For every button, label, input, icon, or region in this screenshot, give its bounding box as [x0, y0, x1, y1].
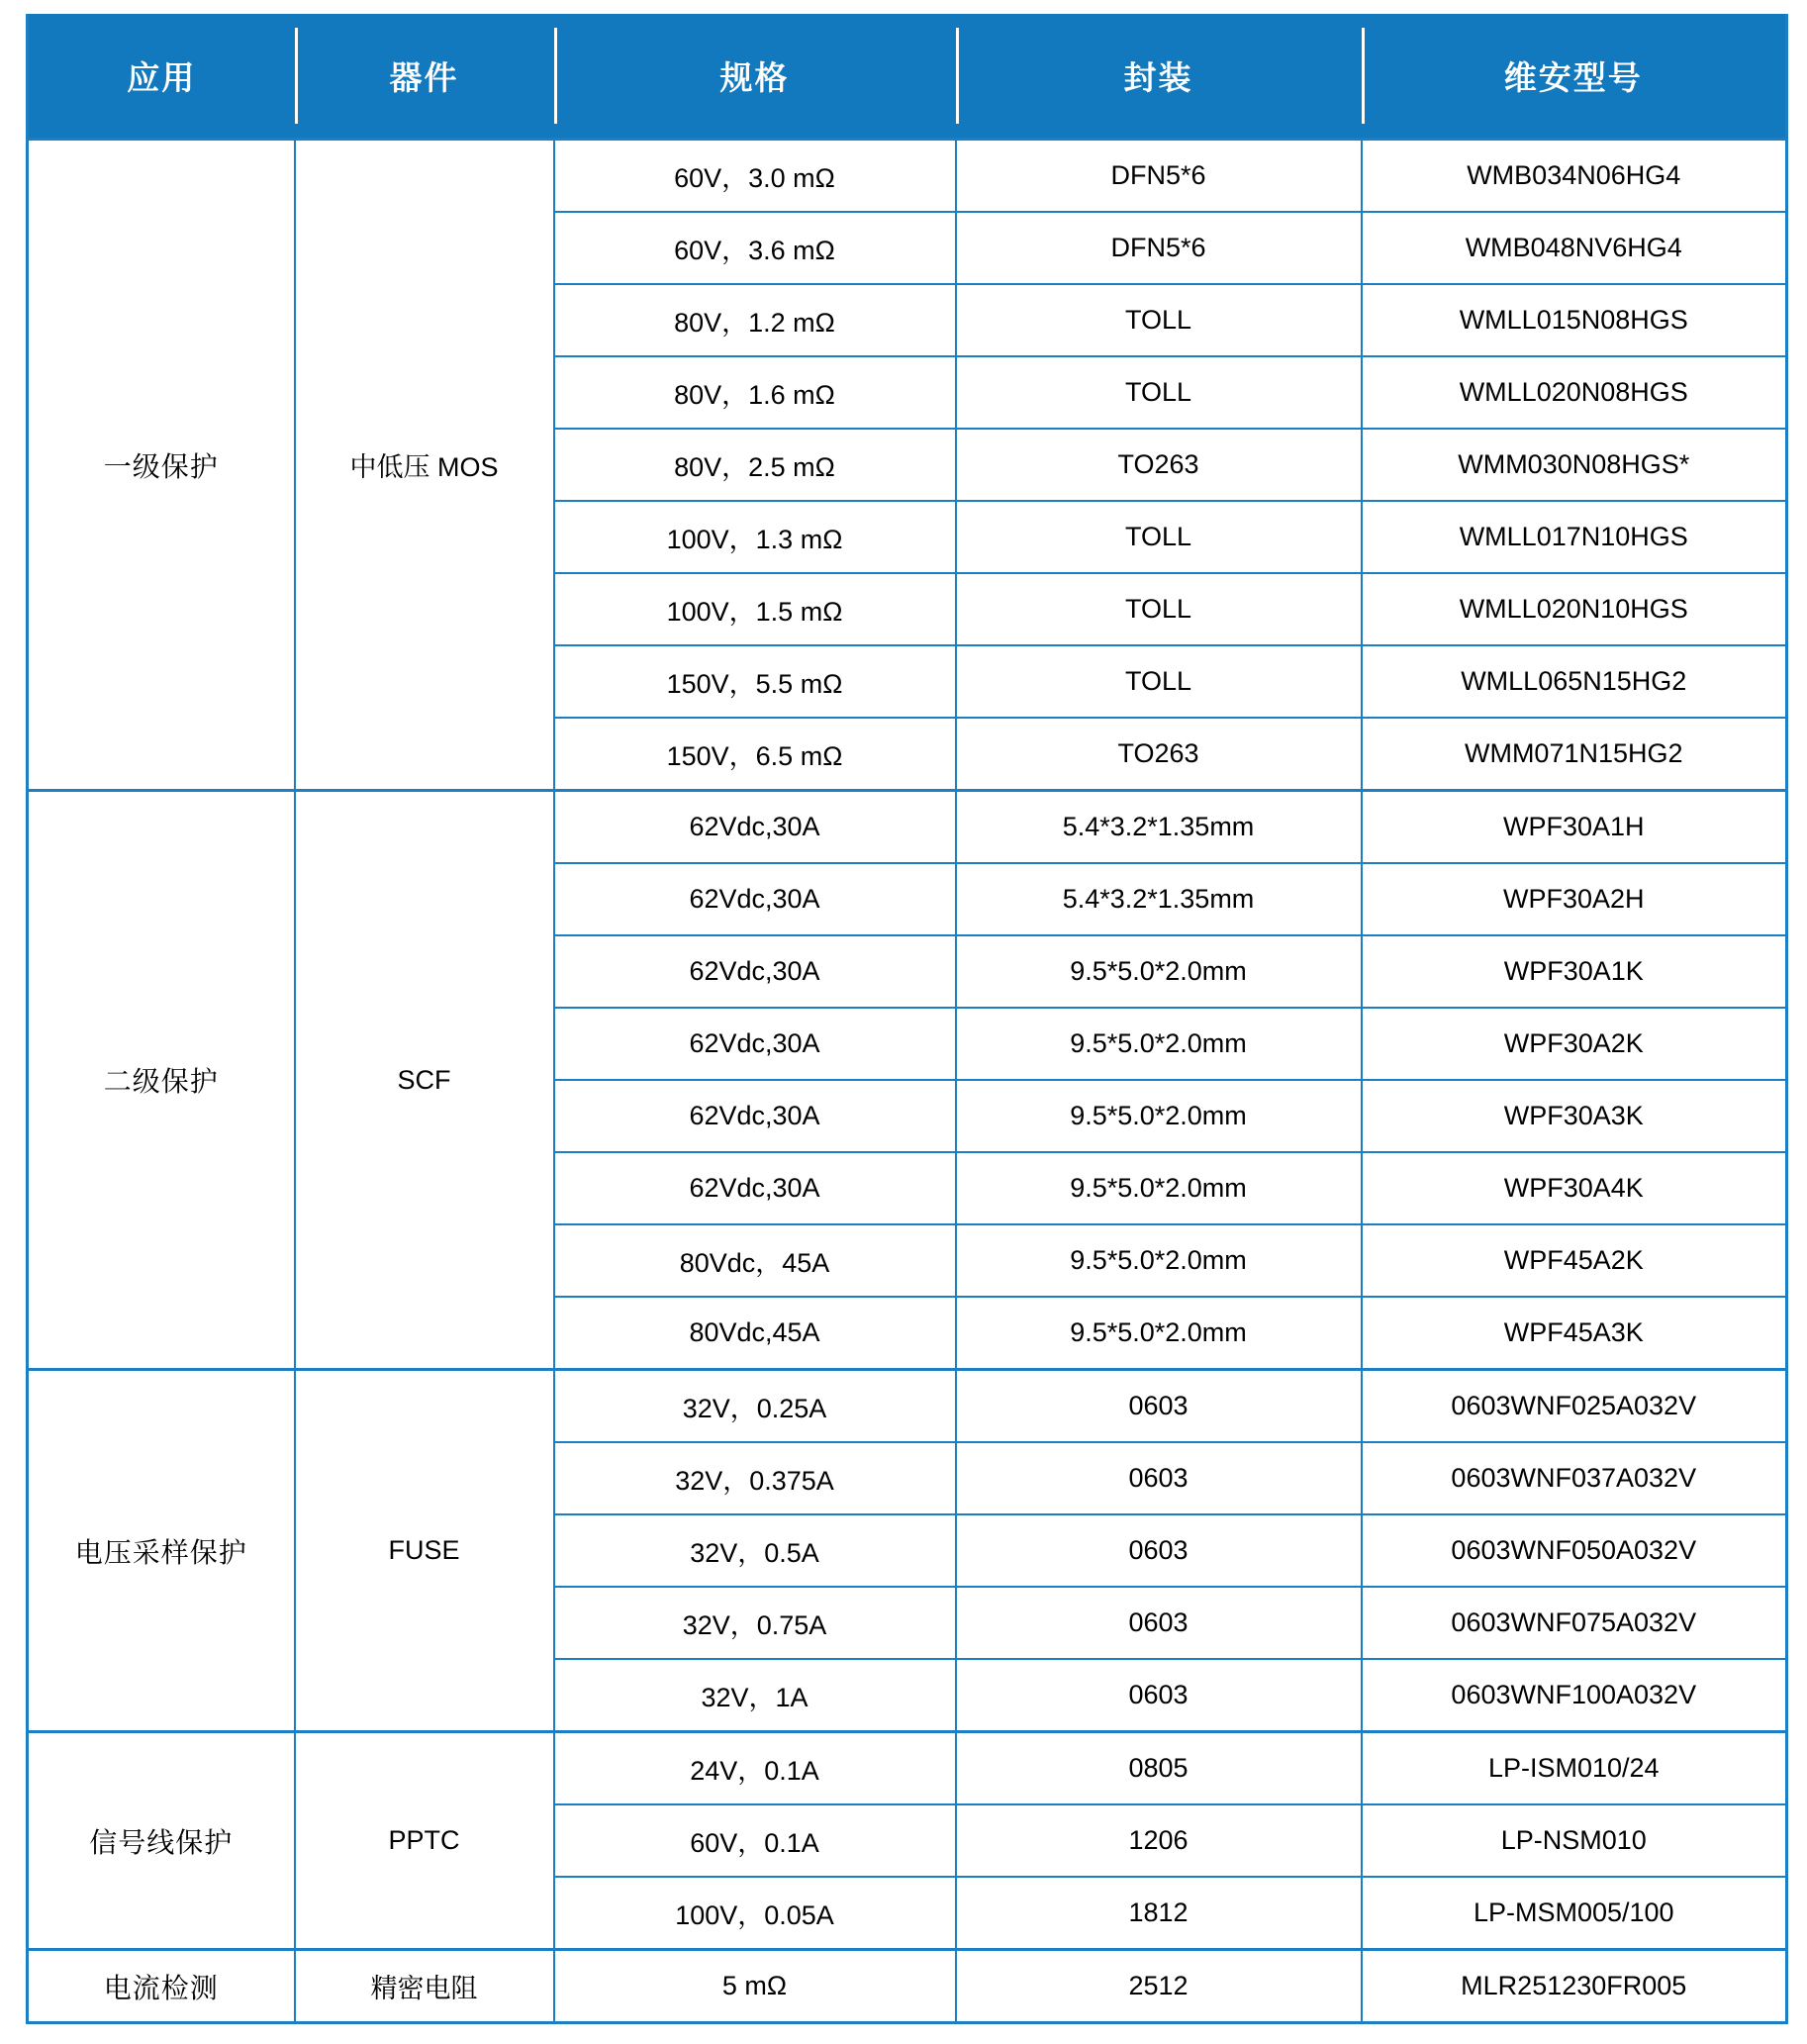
table-row: [28, 140, 1787, 213]
part-number-cell: WMM030N08HGS*: [1362, 429, 1787, 501]
column-header-specification: 规格: [554, 14, 956, 140]
column-header-application: 应用: [28, 14, 295, 140]
package-cell: DFN5*6: [956, 140, 1362, 213]
application-cell: 电压采样保护: [28, 1370, 295, 1732]
table-body: [28, 140, 1787, 2023]
part-number-cell: WMM071N15HG2: [1362, 718, 1787, 791]
package-cell: TOLL: [956, 501, 1362, 573]
package-cell: TOLL: [956, 645, 1362, 718]
package-cell: 1206: [956, 1804, 1362, 1877]
specification-cell: 62Vdc,30A: [554, 863, 956, 935]
device-cell: 中低压 MOS: [295, 140, 554, 791]
device-cell: PPTC: [295, 1732, 554, 1950]
application-cell: 信号线保护: [28, 1732, 295, 1950]
package-cell: 0603: [956, 1514, 1362, 1587]
specification-cell: 32V，0.75A: [554, 1587, 956, 1659]
column-header-device: 器件: [295, 14, 554, 140]
package-cell: 9.5*5.0*2.0mm: [956, 1008, 1362, 1080]
part-number-cell: WMLL015N08HGS: [1362, 284, 1787, 356]
specification-cell: 80V，1.2 mΩ: [554, 284, 956, 356]
device-cell: SCF: [295, 791, 554, 1370]
part-number-cell: 0603WNF100A032V: [1362, 1659, 1787, 1732]
specification-cell: 80V，2.5 mΩ: [554, 429, 956, 501]
device-cell: 精密电阻: [295, 1950, 554, 2023]
part-number-cell: WPF30A3K: [1362, 1080, 1787, 1152]
package-cell: TOLL: [956, 284, 1362, 356]
package-cell: TO263: [956, 718, 1362, 791]
part-number-cell: WMLL017N10HGS: [1362, 501, 1787, 573]
package-cell: 9.5*5.0*2.0mm: [956, 1224, 1362, 1297]
table-header: [28, 14, 1787, 140]
part-number-cell: WMLL065N15HG2: [1362, 645, 1787, 718]
specification-cell: 32V，1A: [554, 1659, 956, 1732]
part-number-cell: 0603WNF050A032V: [1362, 1514, 1787, 1587]
part-number-cell: LP-MSM005/100: [1362, 1877, 1787, 1950]
column-header-package: 封装: [956, 14, 1362, 140]
specification-cell: 150V，6.5 mΩ: [554, 718, 956, 791]
table-row: [28, 1950, 1787, 2023]
part-number-cell: LP-NSM010: [1362, 1804, 1787, 1877]
part-number-cell: WMLL020N10HGS: [1362, 573, 1787, 645]
package-cell: DFN5*6: [956, 212, 1362, 284]
package-cell: 0603: [956, 1659, 1362, 1732]
package-cell: 5.4*3.2*1.35mm: [956, 863, 1362, 935]
package-cell: 0805: [956, 1732, 1362, 1805]
package-cell: 9.5*5.0*2.0mm: [956, 1080, 1362, 1152]
device-cell: FUSE: [295, 1370, 554, 1732]
package-cell: 0603: [956, 1587, 1362, 1659]
specification-cell: 150V，5.5 mΩ: [554, 645, 956, 718]
part-number-cell: WPF30A4K: [1362, 1152, 1787, 1224]
part-number-cell: LP-ISM010/24: [1362, 1732, 1787, 1805]
part-number-cell: WPF45A2K: [1362, 1224, 1787, 1297]
specification-cell: 60V，0.1A: [554, 1804, 956, 1877]
application-cell: 一级保护: [28, 140, 295, 791]
package-cell: 9.5*5.0*2.0mm: [956, 1297, 1362, 1370]
specification-cell: 80Vdc,45A: [554, 1297, 956, 1370]
part-number-cell: WPF30A2K: [1362, 1008, 1787, 1080]
package-cell: 5.4*3.2*1.35mm: [956, 791, 1362, 864]
specification-cell: 100V，1.5 mΩ: [554, 573, 956, 645]
part-number-cell: WMLL020N08HGS: [1362, 356, 1787, 429]
part-number-cell: WPF45A3K: [1362, 1297, 1787, 1370]
specification-cell: 62Vdc,30A: [554, 1008, 956, 1080]
package-cell: 0603: [956, 1370, 1362, 1443]
package-cell: 9.5*5.0*2.0mm: [956, 935, 1362, 1008]
package-cell: TOLL: [956, 573, 1362, 645]
table-row: [28, 791, 1787, 864]
specification-cell: 62Vdc,30A: [554, 1152, 956, 1224]
part-number-cell: WMB034N06HG4: [1362, 140, 1787, 213]
specification-cell: 80Vdc，45A: [554, 1224, 956, 1297]
table-row: [28, 1370, 1787, 1443]
package-cell: 9.5*5.0*2.0mm: [956, 1152, 1362, 1224]
part-number-cell: 0603WNF037A032V: [1362, 1442, 1787, 1514]
package-cell: 0603: [956, 1442, 1362, 1514]
specification-cell: 80V，1.6 mΩ: [554, 356, 956, 429]
specification-cell: 5 mΩ: [554, 1950, 956, 2023]
part-number-cell: WPF30A2H: [1362, 863, 1787, 935]
specification-cell: 60V，3.6 mΩ: [554, 212, 956, 284]
specification-cell: 32V，0.5A: [554, 1514, 956, 1587]
header-row: [28, 14, 1787, 140]
specification-cell: 62Vdc,30A: [554, 1080, 956, 1152]
package-cell: TO263: [956, 429, 1362, 501]
specification-cell: 24V，0.1A: [554, 1732, 956, 1805]
specification-cell: 32V，0.25A: [554, 1370, 956, 1443]
specification-cell: 60V，3.0 mΩ: [554, 140, 956, 213]
specification-cell: 100V，0.05A: [554, 1877, 956, 1950]
specification-cell: 32V，0.375A: [554, 1442, 956, 1514]
specification-cell: 62Vdc,30A: [554, 791, 956, 864]
part-number-cell: 0603WNF025A032V: [1362, 1370, 1787, 1443]
package-cell: 2512: [956, 1950, 1362, 2023]
package-cell: TOLL: [956, 356, 1362, 429]
column-header-part-number: 维安型号: [1362, 14, 1787, 140]
part-number-cell: WMB048NV6HG4: [1362, 212, 1787, 284]
package-cell: 1812: [956, 1877, 1362, 1950]
part-number-cell: 0603WNF075A032V: [1362, 1587, 1787, 1659]
application-cell: 电流检测: [28, 1950, 295, 2023]
specification-cell: 100V，1.3 mΩ: [554, 501, 956, 573]
table-row: [28, 1732, 1787, 1805]
part-number-cell: WPF30A1K: [1362, 935, 1787, 1008]
specification-cell: 62Vdc,30A: [554, 935, 956, 1008]
part-number-cell: WPF30A1H: [1362, 791, 1787, 864]
application-cell: 二级保护: [28, 791, 295, 1370]
part-number-cell: MLR251230FR005: [1362, 1950, 1787, 2023]
product-selection-table: [26, 14, 1788, 2024]
